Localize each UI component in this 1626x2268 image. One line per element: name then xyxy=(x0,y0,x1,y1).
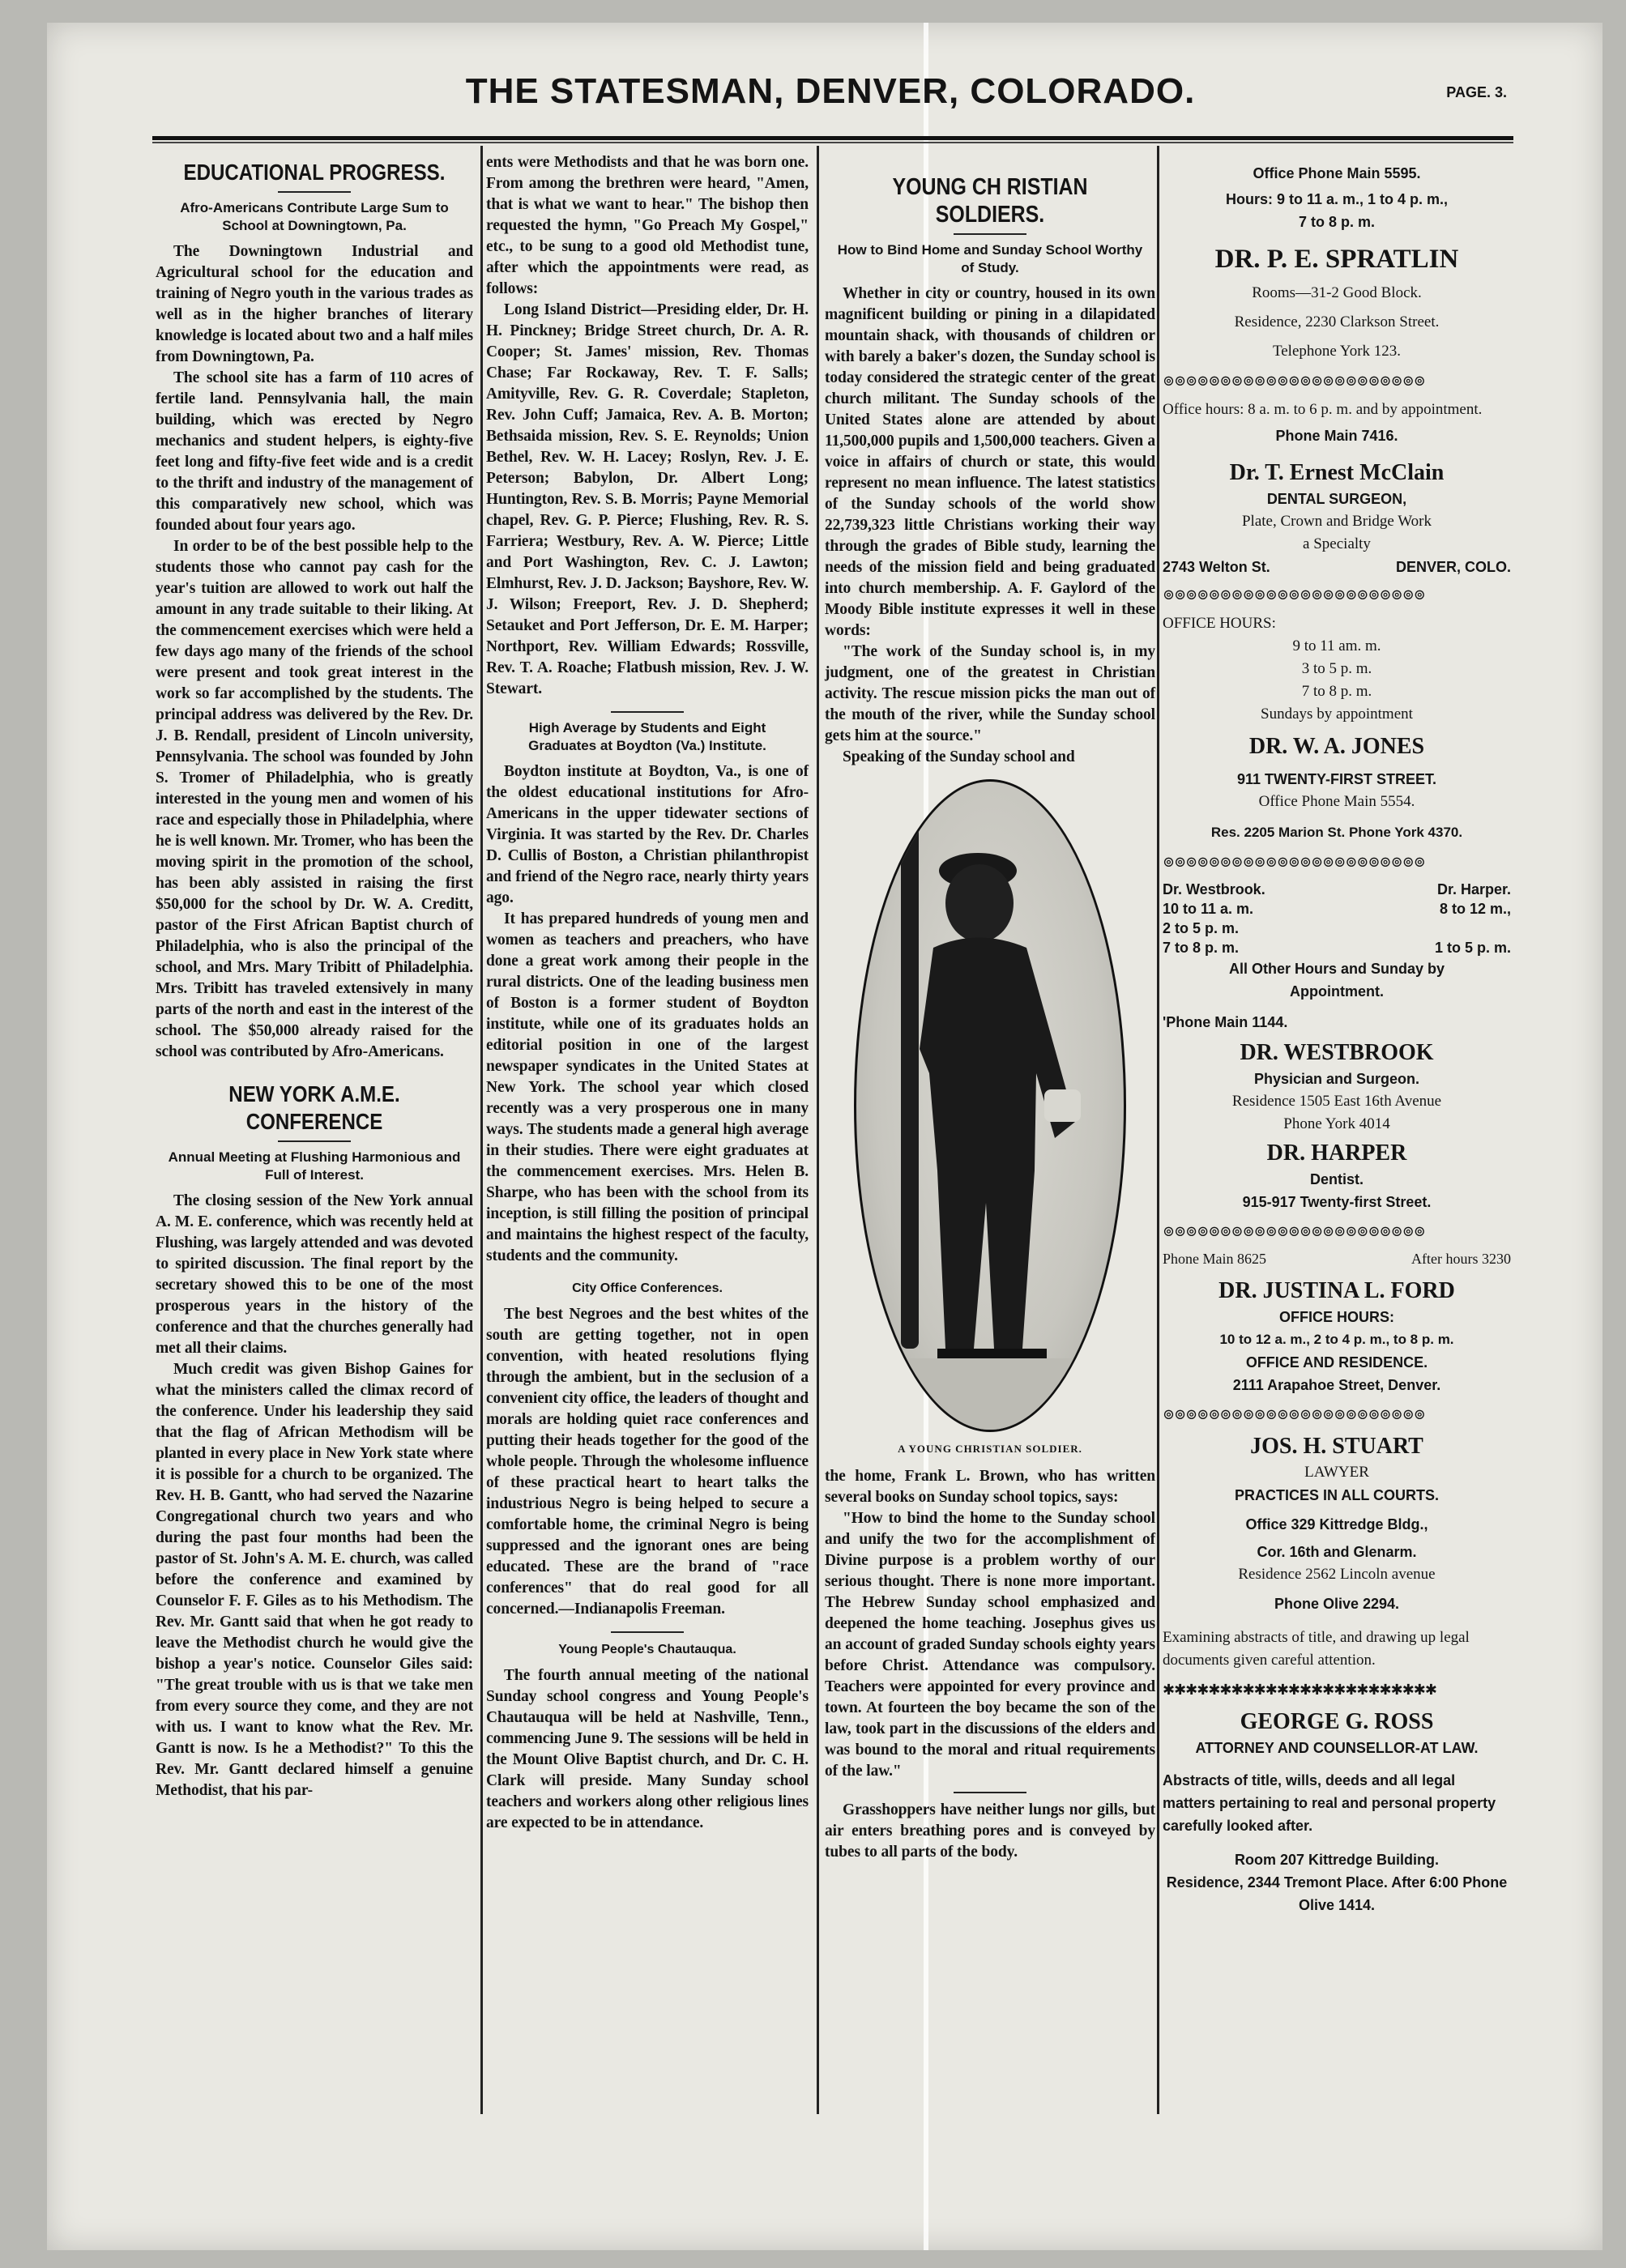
ad-name: JOS. H. STUART xyxy=(1250,1434,1423,1459)
article-paragraph: The best Negroes and the best whites of the south are getting together, not in open convention, with heated resolutions flying through the ambient, but in the seclusion of a convenient city office, the leaders of thought and morals are holding quiet race conferences and putting their heads together for the good of the whole people. Through the wholesome influence of these practical heart to heart talks the industrious Negro is being helped to secure a comfortable home, the criminal Negro is being suppressed and the ignorant ones are being educated. These are the brand of "race conferences" that do real good for all concerned.—Indianapolis Freeman. xyxy=(486,1306,809,1618)
article-paragraph: The Downingtown Industrial and Agricultural school for the education and training of Negro youth in the various trades as well as in the higher branches of literary knowledge is located about two and a half miles from Downingtown, Pa. xyxy=(156,243,473,365)
ad-note: Abstracts of title, wills, deeds and all legal matters pertaining to real and personal property carefully looked after. xyxy=(1163,1772,1496,1834)
ad-phone: Phone Main 7416. xyxy=(1275,428,1398,444)
ad-city: DENVER, COLO. xyxy=(1395,559,1511,575)
article-paragraph: Much credit was given Bishop Gaines for what the ministers called the climax record of the conference. Under his leadership they said that the flag of African Methodism will be planted in every place in New York state where it is possible for a church to be organized. The Rev. H. B. Gantt, who had served the Nazarine Congregational church two years and who during the past four months had been the pastor of St. John's A. M. E. church, was called before the conference and examined by Counselor F. F. Giles as to his Methodism. The Rev. Mr. Gantt said that when he got ready to leave the Methodist church he would give the bishop a year's notice. Counselor Giles said: "The great trouble with us is that we take men from every source they come, and they are not with us. I want to know what the Rev. Mr. Gantt is now. Is he a Methodist?" To this the Rev. Mr. Gantt declared himself a genuine Methodist, that his par- xyxy=(156,1361,473,1799)
ad-mcclain xyxy=(1163,399,1511,577)
ad-residence: Res. 2205 Marion St. Phone York 4370. xyxy=(1210,825,1463,840)
ad-hours: 3 to 5 p. m. xyxy=(1301,660,1372,677)
ornament-divider: ⊚⊚⊚⊚⊚⊚⊚⊚⊚⊚⊚⊚⊚⊚⊚⊚⊚⊚⊚⊚⊚⊚⊚ xyxy=(1163,373,1425,389)
ad-courts: PRACTICES IN ALL COURTS. xyxy=(1234,1487,1439,1503)
divider xyxy=(611,1631,684,1633)
article-paragraph: the home, Frank L. Brown, who has written several books on Sunday school topics, says: xyxy=(825,1468,1155,1506)
ad-name: DR. HARPER xyxy=(1266,1140,1407,1166)
divider xyxy=(954,1792,1026,1793)
ad-name: DR. JUSTINA L. FORD xyxy=(1218,1278,1455,1303)
ad-residence: Residence, 2344 Tremont Place. After 6:00 Phone Olive 1414. xyxy=(1166,1874,1508,1913)
ad-hours: 10 to 11 a. m. xyxy=(1163,901,1254,917)
article-paragraph: ents were Methodists and that he was born one. From among the brethren were heard, "Amen, that is what we want to hear." The bishop then requested the hymn, "Go Preach My Gospel," etc., to be sung to a good old Methodist tune, after which the appointments were read, as follows: xyxy=(486,154,809,297)
masthead-rule xyxy=(152,136,1513,140)
article-paragraph: Whether in city or country, housed in its own magnificent building or pining in a dilapidated mountain shack, with thousands of children or with barely a baker's dozen, the Sunday school is today considered the strategic center of the great church militant. The Sunday schools of the United States alone are attended by about 11,500,000 pupils and 1,500,000 teachers. Given a voice in affairs of church or state, this would represent no mean influence. The latest statistics of the Sunday schools of the world show 22,739,323 little Christians working their way through the grades of Bible study, learning the needs of the mission field and being graduated into church membership. A. F. Gaylord of the Moody Bible institute expresses it well in these words: xyxy=(825,285,1155,639)
ad-hours: 2 to 5 p. m. xyxy=(1163,920,1240,936)
ad-specialty: a Specialty xyxy=(1303,535,1371,552)
column-1 xyxy=(156,152,473,1801)
ad-address: 2743 Welton St. xyxy=(1163,559,1270,575)
subhead: How to Bind Home and Sunday School Worthy of Study. xyxy=(837,242,1143,275)
ad-title: DENTAL SURGEON, xyxy=(1266,491,1407,507)
ad-name: DR. WESTBROOK xyxy=(1240,1040,1434,1065)
article-paragraph: Grasshoppers have neither lungs nor gills, but air enters breathing pores and is conveyed by tubes to all parts of the body. xyxy=(825,1801,1155,1861)
ad-residence: Residence, 2230 Clarkson Street. xyxy=(1234,313,1440,330)
ad-title: Dentist. xyxy=(1309,1171,1364,1187)
ad-street: 911 TWENTY-FIRST STREET. xyxy=(1236,771,1437,787)
ad-spratlin xyxy=(1163,162,1511,363)
article-paragraph: The fourth annual meeting of the national Sunday school congress and Young People's Chautauqua will be held at Nashville, Tenn., commencing June 9. The sessions will be held in the Mount Olive Baptist church, and Dr. C. H. Clark will preside. Many Sunday school teachers and workers along other religious lines are expected to be in attendance. xyxy=(486,1667,809,1831)
ad-hours: 7 to 8 p. m. xyxy=(1301,683,1372,700)
ad-hours: 10 to 12 a. m., 2 to 4 p. m., to 8 p. m. xyxy=(1219,1332,1454,1347)
divider xyxy=(954,233,1026,235)
ad-name: DR. P. E. SPRATLIN xyxy=(1214,245,1459,274)
ad-jones xyxy=(1163,612,1511,844)
ad-phone: Office Phone Main 5554. xyxy=(1258,793,1415,810)
ad-stuart xyxy=(1163,1432,1511,1672)
ad-hours: 9 to 11 am. m. xyxy=(1292,637,1381,654)
column-divider xyxy=(1157,146,1159,2114)
ad-hours: Dr. Harper. xyxy=(1436,881,1511,897)
ad-name: Dr. T. Ernest McClain xyxy=(1229,460,1445,485)
ad-title: ATTORNEY AND COUNSELLOR-AT LAW. xyxy=(1195,1740,1479,1756)
column-3 xyxy=(825,152,1155,1863)
ad-telephone: Telephone York 123. xyxy=(1272,343,1402,360)
article-paragraph: It has prepared hundreds of young men and women as teachers and preachers, who have done a great work among their people in the rural districts. One of the leading business men of Boston is a former student of Boydton institute, while one of its graduates holds an editorial position in one of the largest newspaper syndicates in the United States at New York. The school year which closed recently was a very prosperous one in many ways. The students made a general high average in their studies. There were eight graduates at the commencement exercises. Mrs. Helen B. Sharpe, who has been with the school from its inception, is still filling the position of principal and maintains the highest respect of the faculty, students and the community. xyxy=(486,910,809,1264)
headline-ame-conference: NEW YORK A.M.E. CONFERENCE xyxy=(228,1081,400,1134)
column-divider xyxy=(817,146,819,2114)
divider xyxy=(611,711,684,713)
ad-title: LAWYER xyxy=(1304,1464,1369,1481)
ad-residence: Residence 2562 Lincoln avenue xyxy=(1238,1566,1436,1583)
ad-hours: Office hours: 8 a. m. to 6 p. m. and by appointment. xyxy=(1163,401,1483,418)
ad-hours-label: OFFICE HOURS: xyxy=(1163,615,1276,632)
ad-ross xyxy=(1163,1707,1511,1916)
soldier-figure-icon xyxy=(856,782,1124,1430)
ad-hours-label: OFFICE HOURS: xyxy=(1279,1309,1394,1325)
subhead: High Average by Students and Eight Graduates at Boydton (Va.) Institute. xyxy=(528,720,766,753)
ad-phone: Phone Olive 2294. xyxy=(1274,1596,1400,1612)
ad-specialty: Plate, Crown and Bridge Work xyxy=(1241,513,1432,530)
ad-corner: Cor. 16th and Glenarm. xyxy=(1257,1544,1417,1560)
subhead: City Office Conferences. xyxy=(572,1281,723,1295)
divider xyxy=(278,191,351,193)
masthead xyxy=(105,63,1556,120)
article-paragraph: Boydton institute at Boydton, Va., is one of the oldest educational institutions for Afro-Americans in the upper tidewater sections of Virginia. It was started by the Rev. Dr. Charles D. Cullis of Boston, a Christian philanthropist and friend of the Negro race, nearly thirty years ago. xyxy=(486,763,809,906)
ad-rooms: Rooms—31-2 Good Block. xyxy=(1252,284,1422,301)
article-paragraph: Speaking of the Sunday school and xyxy=(843,748,1075,765)
ad-title: Physician and Surgeon. xyxy=(1253,1071,1420,1087)
ad-hours: 1 to 5 p. m. xyxy=(1434,940,1511,956)
article-paragraph: "How to bind the home to the Sunday school and unify the two for the accomplishment of Divine purpose is a problem worthy of our serious thought. There is none more important. The Hebrew Sunday school emphasized and deepened the home teaching. Josephus gives us an account of graded Sunday schools eighty years before Christ. Attendance was compulsory. Teachers were appointed for every province and town. At fourteen the boy became the son of the law, took part in the discussions of the elders and was bound to the moral and ritual requirements of the law." xyxy=(825,1510,1155,1780)
ad-hours: Hours: 9 to 11 a. m., 1 to 4 p. m., xyxy=(1225,191,1449,207)
divider xyxy=(278,1140,351,1142)
ad-hours: 7 to 8 p. m. xyxy=(1163,940,1240,956)
ad-office: OFFICE AND RESIDENCE. xyxy=(1245,1354,1428,1371)
column-divider xyxy=(480,146,483,2114)
ad-residence: Residence 1505 East 16th Avenue xyxy=(1231,1093,1442,1110)
article-paragraph: "The work of the Sunday school is, in my judgment, one of the greatest in Christian activity. The rescue mission picks the man out of the mouth of the river, while the Sunday school gets him at the source." xyxy=(825,643,1155,744)
ad-phone: Office Phone Main 5595. xyxy=(1253,165,1421,181)
ad-hours: 7 to 8 p. m. xyxy=(1298,214,1376,230)
photo-caption: A YOUNG CHRISTIAN SOLDIER. xyxy=(898,1443,1082,1455)
masthead-title: THE STATESMAN, DENVER, COLORADO. xyxy=(465,71,1196,111)
page-number: PAGE. 3. xyxy=(1446,84,1507,100)
ad-phone: 'Phone Main 1144. xyxy=(1163,1014,1288,1030)
ornament-divider: ⊚⊚⊚⊚⊚⊚⊚⊚⊚⊚⊚⊚⊚⊚⊚⊚⊚⊚⊚⊚⊚⊚⊚ xyxy=(1163,586,1425,603)
ornament-divider: ⊚⊚⊚⊚⊚⊚⊚⊚⊚⊚⊚⊚⊚⊚⊚⊚⊚⊚⊚⊚⊚⊚⊚ xyxy=(1163,1406,1425,1422)
ornament-divider: ✱✱✱✱✱✱✱✱✱✱✱✱✱✱✱✱✱✱✱✱✱✱✱✱ xyxy=(1163,1682,1436,1698)
subhead: Annual Meeting at Flushing Harmonious and Full of Interest. xyxy=(168,1149,461,1183)
ad-after-hours: After hours 3230 xyxy=(1411,1251,1511,1267)
subhead: Young People's Chautauqua. xyxy=(558,1643,736,1656)
column-2 xyxy=(486,152,809,1834)
ad-phone: Phone Main 8625 xyxy=(1163,1251,1266,1267)
headline-educational-progress: EDUCATIONAL PROGRESS. xyxy=(183,160,446,185)
ornament-divider: ⊚⊚⊚⊚⊚⊚⊚⊚⊚⊚⊚⊚⊚⊚⊚⊚⊚⊚⊚⊚⊚⊚⊚ xyxy=(1163,1223,1425,1239)
ad-name: GEORGE G. ROSS xyxy=(1240,1709,1434,1734)
ad-address: 2111 Arapahoe Street, Denver. xyxy=(1232,1377,1441,1393)
ad-other-hours: All Other Hours and Sunday by Appointment. xyxy=(1228,961,1445,1000)
article-paragraph: The school site has a farm of 110 acres of fertile land. Pennsylvania hall, the main building, which was erected by Negro mechanics and student helpers, is eighty-five feet long and fifty-five feet wide and is a credit to the thrift and industry of the management of this comparatively new school, which was founded about four years ago. xyxy=(156,369,473,534)
ad-hours: 8 to 12 m., xyxy=(1439,901,1511,917)
ad-telephone: Phone York 4014 xyxy=(1283,1115,1390,1132)
ad-westbrook-harper xyxy=(1163,880,1511,1213)
ad-name: DR. W. A. JONES xyxy=(1248,734,1425,759)
ad-office: Office 329 Kittredge Bldg., xyxy=(1245,1516,1428,1533)
portrait-photo xyxy=(854,779,1126,1432)
headline-young-christian-soldiers: YOUNG CH RISTIAN SOLDIERS. xyxy=(892,174,1088,228)
column-4-ads xyxy=(1163,152,1511,1916)
masthead-rule-thin xyxy=(152,142,1513,143)
ad-address: 915-917 Twenty-first Street. xyxy=(1242,1194,1432,1210)
subhead: Afro-Americans Contribute Large Sum to School at Downingtown, Pa. xyxy=(180,200,449,233)
ad-hours: Dr. Westbrook. xyxy=(1163,881,1265,897)
article-paragraph: Long Island District—Presiding elder, Dr. H. H. Pinckney; Bridge Street church, Dr. A. R. Cooper; St. James' mission, Rev. Thomas Chase; Far Rockaway, Rev. T. F. Salls; Amityville, Rev. G. R. Coverdale; Stapleton, Rev. John Cuff; Jamaica, Rev. A. B. Morton; Bethsaida mission, Rev. S. E. Reynolds; Union Bethel, Rev. W. H. Lacey; Roslyn, Rev. J. E. Peterson; Babylon, Dr. Albert Long; Huntington, Rev. S. B. Morris; Payne Memorial chapel, Rev. G. P. Pierce; Flushing, Rev. R. S. Farriera; Westbury, Rev. A. W. Pierce; Little and Port Washington, Rev. C. J. Lawton; Elmhurst, Rev. J. D. Jackson; Bayshore, Rev. W. J. Wilson; Freeport, Rev. J. D. Shepherd; Setauket and Port Jefferson, Dr. E. M. Harper; Northport, Rev. William Edwards; Rossville, Rev. T. A. Roache; Flatbush mission, Rev. J. W. Stewart. xyxy=(486,301,809,697)
ornament-divider: ⊚⊚⊚⊚⊚⊚⊚⊚⊚⊚⊚⊚⊚⊚⊚⊚⊚⊚⊚⊚⊚⊚⊚ xyxy=(1163,854,1425,870)
ad-room: Room 207 Kittredge Building. xyxy=(1234,1852,1440,1868)
ad-ford xyxy=(1163,1249,1511,1396)
ad-hours: Sundays by appointment xyxy=(1261,706,1413,723)
ad-note: Examining abstracts of title, and drawing up legal documents given careful attention. xyxy=(1163,1629,1470,1669)
article-paragraph: In order to be of the best possible help to the students those who cannot pay cash for the year's tuition are allowed to work out half the amount in any trade suitable to their liking. At the commencement exercises which were held a few days ago many of the friends of the school were present and took great interest in the work so far accomplished by the students. The principal address was delivered by the Rev. Dr. J. B. Rendall, president of Lincoln university, Pennsylvania. The school was founded by John S. Tromer of Philadelphia, who is greatly interested in the young men and women of his race and especially those in Philadelphia, where he is well known. Mr. Tromer, who has been the moving spirit in the promotion of the school, has been ably assisted in raising the first $50,000 for the school by Dr. W. A. Creditt, pastor of the First African Baptist church of Philadelphia, who is also the principal of the school, and Mrs. Mary Tribitt of Philadelphia. Mrs. Tribitt has traveled extensively in many parts of the north and east in the interest of the school. The $50,000 already raised for the school was contributed by Afro-Americans. xyxy=(156,538,473,1060)
article-paragraph: The closing session of the New York annual A. M. E. conference, which was recently held at Flushing, was largely attended and was devoted to spirited discussion. The final report by the secretary showed this to be one of the most prosperous years in the history of the conference and that the churches generally had met all their claims. xyxy=(156,1192,473,1357)
